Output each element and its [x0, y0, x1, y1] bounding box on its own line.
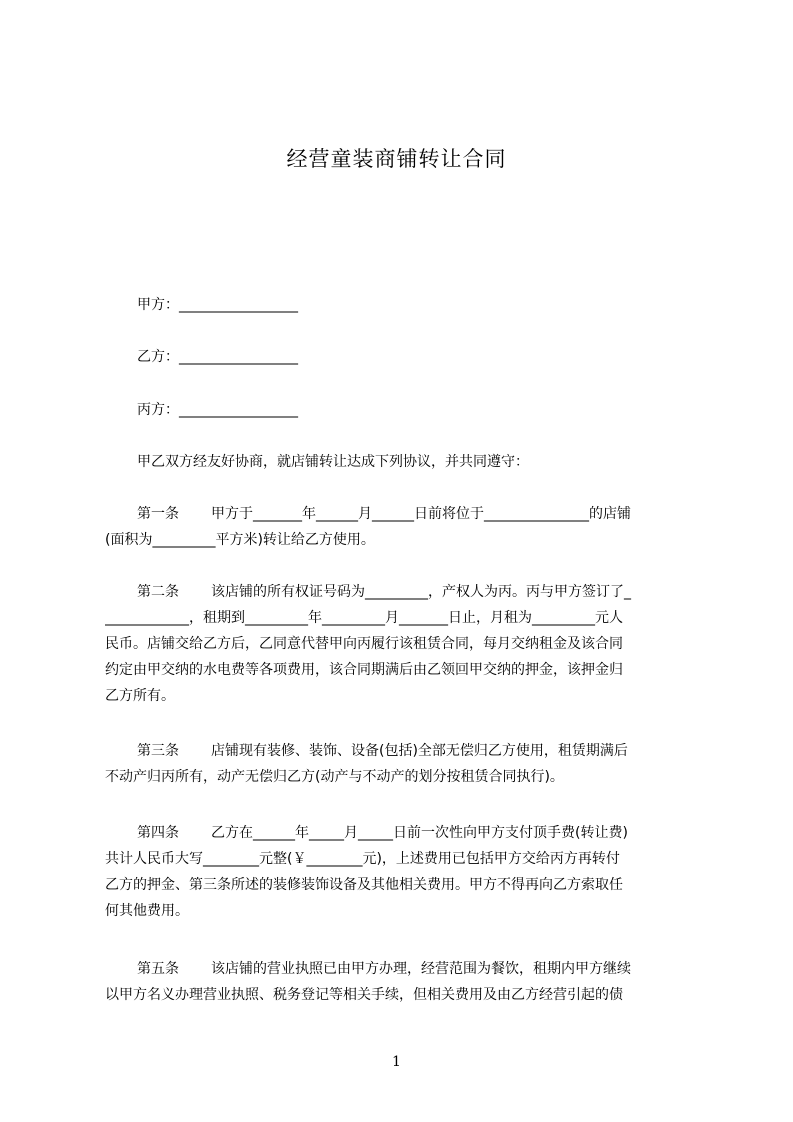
article-heading: 第五条 [137, 961, 179, 977]
article-line: 乙方所有。 [105, 688, 175, 704]
article-line: 不动产归丙所有，动产无偿归乙方(动产与不动产的划分按租赁合同执行)。 [105, 769, 564, 785]
article-line [105, 738, 701, 764]
article-line: 乙方的押金、第三条所述的装修装饰设备及其他相关费用。甲方不得再向乙方索取任 [105, 877, 623, 893]
article-line [105, 820, 701, 846]
article-heading: 第一条 [137, 506, 179, 522]
article-line [105, 579, 701, 605]
party-a-line: 甲方：_________________ [137, 297, 298, 313]
article-text: 甲方于_______年______月______日前将位于_______________的店铺 [211, 506, 631, 522]
article-heading: 第二条 [137, 584, 179, 600]
article-line [105, 956, 701, 982]
article-line: 约定由甲交纳的水电费等各项费用，该合同期满后由乙领回甲交纳的押金，该押金归 [105, 662, 623, 678]
article-line: 以甲方名义办理营业执照、税务登记等相关手续，但相关费用及由乙方经营引起的债 [105, 987, 623, 1003]
article-2 [105, 579, 701, 709]
article-line: 何其他费用。 [105, 903, 189, 919]
article-text: 店铺现有装修、装饰、设备(包括)全部无偿归乙方使用，租赁期满后 [211, 743, 628, 759]
article-1 [105, 501, 701, 553]
page-number: 1 [392, 1054, 401, 1070]
article-text: 乙方在______年_____月_____日前一次性向甲方支付顶手费(转让费) [211, 825, 628, 841]
party-c-line: 丙方：_________________ [137, 402, 298, 418]
article-line: 民币。店铺交给乙方后，乙同意代替甲向丙履行该租赁合同，每月交纳租金及该合同 [105, 636, 623, 652]
article-line [105, 501, 701, 527]
article-heading: 第三条 [137, 743, 179, 759]
article-heading: 第四条 [137, 825, 179, 841]
intro-paragraph: 甲乙双方经友好协商，就店铺转让达成下列协议，并共同遵守： [137, 454, 529, 470]
article-line: (面积为_________平方米)转让给乙方使用。 [105, 532, 375, 548]
article-4 [105, 820, 701, 924]
article-text: 该店铺的所有权证号码为_________，产权人为丙。丙与甲方签订了_ [211, 584, 631, 600]
article-5 [105, 956, 701, 1008]
article-line: 共计人民币大写________元整(￥________元)，上述费用已包括甲方交给丙方再转付 [105, 851, 620, 867]
party-b-line: 乙方：_________________ [137, 349, 298, 365]
article-line: ____________，租期到_________年_________月_______日止，月租为_________元人 [105, 610, 623, 626]
article-3 [105, 738, 701, 790]
document-title: 经营童装商铺转让合同 [286, 147, 507, 171]
article-text: 该店铺的营业执照已由甲方办理，经营范围为餐饮，租期内甲方继续 [211, 961, 631, 977]
